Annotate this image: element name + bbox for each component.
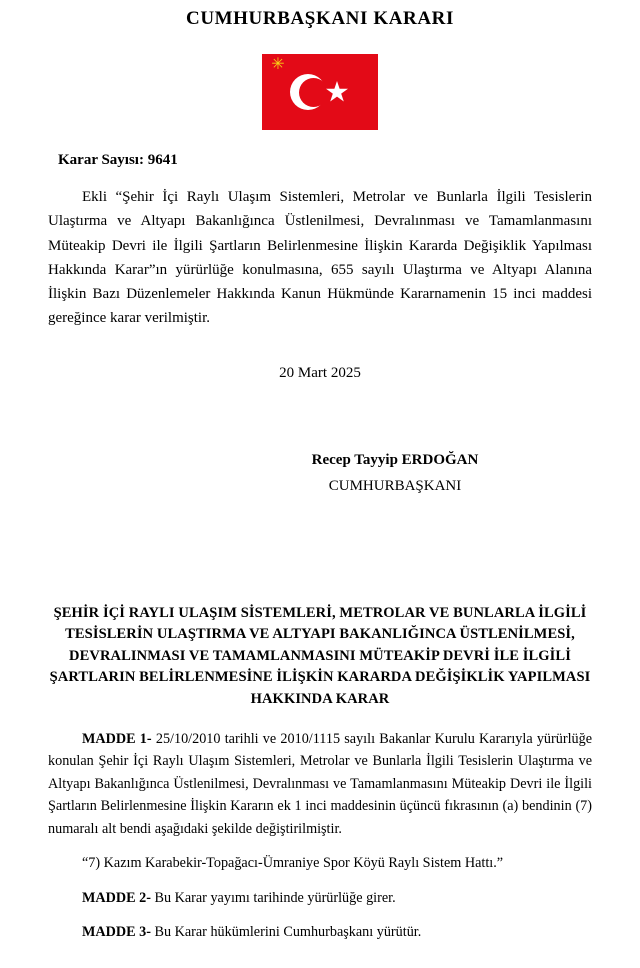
- crescent-inner-shape: [299, 78, 328, 107]
- sunburst-icon: ✳: [271, 56, 285, 73]
- article-3: [48, 921, 592, 943]
- article-2-label: MADDE 2-: [82, 889, 151, 906]
- article-2-text: Bu Karar yayımı tarihinde yürürlüğe girer.: [150, 889, 396, 906]
- article-3-label: MADDE 3-: [82, 924, 151, 941]
- document-page: [0, 8, 640, 968]
- article-1: [48, 728, 592, 840]
- article-1-text: 25/10/2010 tarihli ve 2010/1115 sayılı Bakanlar Kurulu Kararıyla yürürlüğe konulan Şehir İçi Raylı Ulaşım Sistemleri, Metrolar ve Bunlarla İlgili Tesislerin Ulaştırma ve Altyapı Bakanlığınca Üstlenilmesi, Devralınması ve Tamamlanmasını Müteakip Devri ile İlgili Şartların Belirlenmesine İlişkin Kararın ek 1 inci maddesinin üçüncü fıkrasının (a) bendinin (7) numaralı alt bendi aşağıdaki şekilde değiştirilmiştir.: [48, 731, 592, 837]
- page-title: CUMHURBAŞKANI KARARI: [186, 8, 454, 29]
- signatory-name: Recep Tayyip ERDOĞAN: [311, 451, 479, 468]
- signatory-role: CUMHURBAŞKANI: [328, 477, 462, 494]
- flag-container: [48, 54, 592, 130]
- article-3-text: Bu Karar hükümlerini Cumhurbaşkanı yürütür.: [150, 924, 422, 941]
- signature-block: [48, 452, 592, 495]
- article-1-label: MADDE 1-: [82, 731, 152, 748]
- article-2: [48, 887, 592, 909]
- star-icon: [326, 81, 348, 103]
- decision-date: 20 Mart 2025: [279, 364, 361, 381]
- annex-title: ŞEHİR İÇİ RAYLI ULAŞIM SİSTEMLERİ, METROLAR VE BUNLARLA İLGİLİ TESİSLERİN ULAŞTIRMA VE ALTYAPI BAKANLIĞINCA ÜSTLENİLMESİ, DEVRALINMASI VE TAMAMLANMASINI MÜTEAKİP DEVRİ İLE İLGİLİ ŞARTLARIN BELİRLENMESİNE İLİŞKİN KARARDA DEĞİŞİKLİK YAPILMASI HAKKINDA KARAR: [49, 604, 591, 707]
- turkish-flag-icon: [262, 54, 378, 130]
- body-paragraph: Ekli “Şehir İçi Raylı Ulaşım Sistemleri, Metrolar ve Bunlarla İlgili Tesislerin Ulaştırma ve Altyapı Bakanlığınca Üstlenilmesi, Devralınması ve Tamamlanmasını Müteakip Devri ile İlgili Şartların Belirlenmesine İlişkin Kararda Değişiklik Yapılması Hakkında Karar”ın yürürlüğe konulmasına, 655 sayılı Ulaştırma ve Altyapı Alanına İlişkin Bazı Düzenlemeler Hakkında Kanun Hükmünde Kararnamenin 15 inci maddesi gereğince karar verilmiştir.: [48, 189, 592, 327]
- annex-section: [48, 603, 592, 944]
- annex-quote: “7) Kazım Karabekir-Topağacı-Ümraniye Spor Köyü Raylı Sistem Hattı.”: [82, 855, 504, 872]
- decision-number: Karar Sayısı: 9641: [58, 152, 178, 168]
